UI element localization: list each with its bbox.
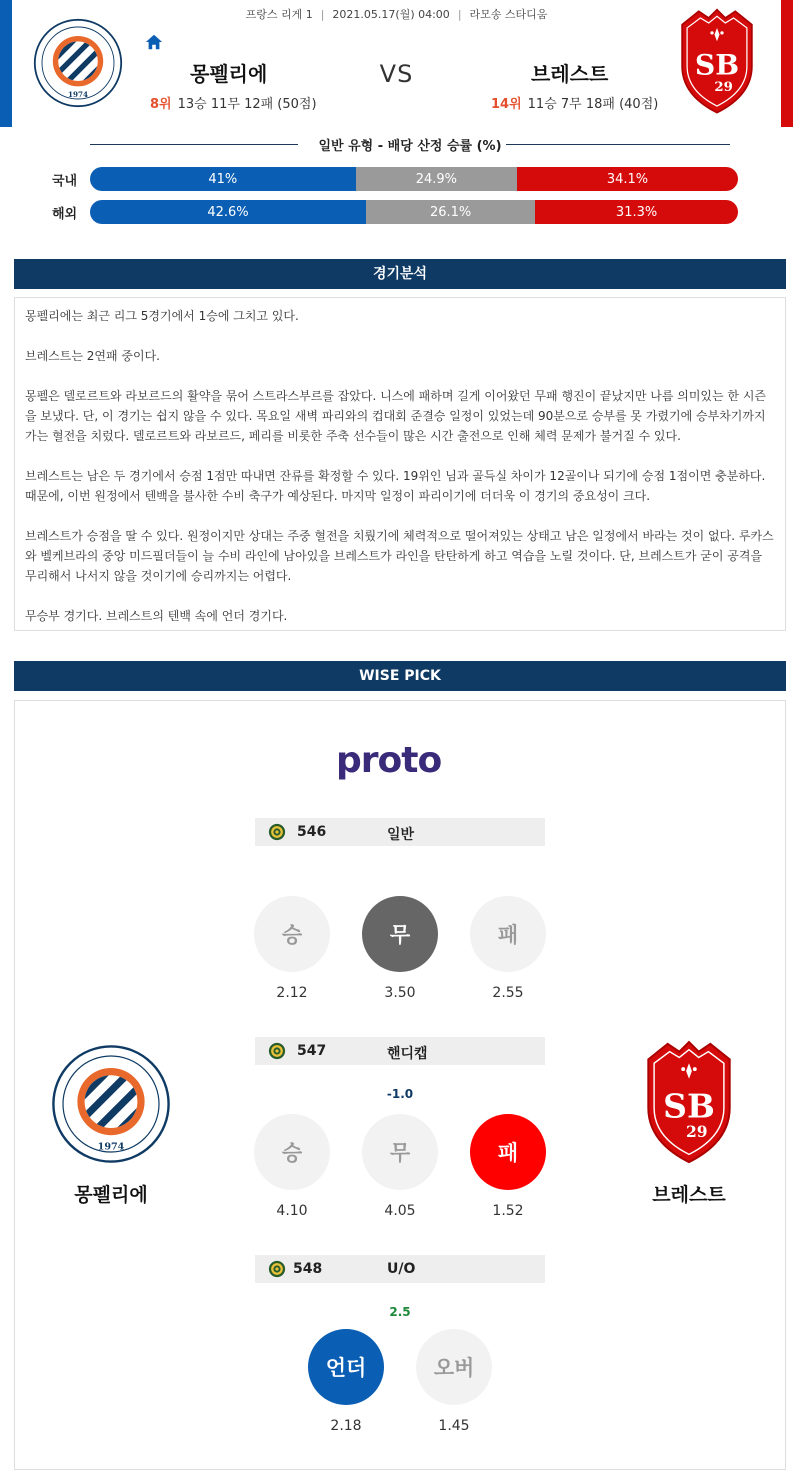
odds-title: 일반 유형 - 배당 산정 승률 (%): [318, 139, 502, 154]
lose-pct: 34.1%: [606, 171, 649, 187]
odds-row-domestic: [52, 167, 740, 191]
option-win[interactable]: 승: [254, 896, 330, 972]
odds-row-overseas: [52, 200, 740, 224]
option-lose-selected[interactable]: 패: [470, 1114, 546, 1190]
market-row-546: [255, 818, 545, 846]
odds-bar: [90, 167, 738, 191]
analysis-body: [14, 297, 786, 631]
market-type: 핸디캡: [387, 1046, 428, 1062]
lose-segment: [535, 200, 738, 224]
odds-row-label: 국내: [52, 174, 78, 189]
option-lose[interactable]: 패: [470, 896, 546, 972]
option-draw[interactable]: 무: [362, 1114, 438, 1190]
svg-text:SB: SB: [694, 47, 740, 82]
lose-segment: [517, 167, 738, 191]
match-header: [0, 0, 793, 127]
home-record: [150, 93, 317, 112]
option-odds: 2.55: [492, 985, 524, 1001]
option-under-selected[interactable]: 언더: [308, 1329, 384, 1405]
market-type: 일반: [387, 827, 415, 843]
option-odds: 3.50: [384, 985, 416, 1001]
uo-line-value: 2.5: [389, 1305, 411, 1319]
draw-segment: [356, 167, 517, 191]
odds-bar: [90, 200, 738, 224]
target-icon: [268, 1042, 286, 1060]
home-team-name: 몽펠리에: [190, 62, 268, 86]
win-pct: 42.6%: [207, 204, 249, 220]
match-datetime: 2021.05.17(월) 04:00: [332, 8, 450, 21]
away-team-logo: [675, 8, 759, 116]
svg-text:proto: proto: [336, 742, 442, 781]
svg-text:29: 29: [714, 80, 733, 96]
market-number: 546: [297, 824, 327, 840]
away-team-name-large: 브레스트: [652, 1184, 726, 1206]
away-record-text: 11승 7무 18패 (40점): [527, 97, 659, 112]
win-segment: [90, 167, 356, 191]
option-odds: 2.12: [276, 985, 308, 1001]
home-icon[interactable]: [145, 33, 163, 51]
analysis-paragraph: 브레스트가 승점을 딸 수 있다. 원정이지만 상대는 주중 혈전을 치뤘기에 체력적으로 떨어져있는 상태고 남은 일정에서 바라는 것이 없다. 루카스와 벨케브라의 중앙 미드필더들이 늘 수비 라인에 남아있을 브레스트가 라인을 탄탄하게 하고 역습을 노릴 것이다. 단, 브레스트가 굳이 공격을 무리해서 나서지 않을 것이기에 승리까지는 어렵다.: [25, 529, 774, 583]
target-icon: [268, 823, 286, 841]
proto-logo: [336, 742, 464, 782]
draw-pct: 26.1%: [429, 204, 472, 220]
analysis-paragraph: 브레스트는 남은 두 경기에서 승점 1점만 따내면 잔류를 확정할 수 있다. 19위인 님과 골득실 차이가 12골이나 되기에 승점 1점이면 충분하다. 때문에, 이번 원정에서 텐백을 불사한 수비 축구가 예상된다. 마지막 일정이 파리이기에 더더욱 이 경기의 중요성이 크다.: [25, 469, 766, 503]
draw-segment: [366, 200, 535, 224]
odds-title-row: [90, 135, 730, 153]
draw-pct: 24.9%: [415, 171, 457, 187]
home-record-text: 13승 11무 12패 (50점): [177, 97, 317, 112]
option-draw-selected[interactable]: 무: [362, 896, 438, 972]
svg-text:1974: 1974: [97, 1141, 125, 1153]
league-name: 프랑스 리게 1: [245, 8, 313, 21]
analysis-header: 경기분석: [14, 259, 786, 289]
analysis-paragraph: 몽펠리에는 최근 리그 5경기에서 1승에 그치고 있다.: [25, 309, 299, 323]
analysis-paragraph: 몽펠은 델로르트와 라보르드의 활약을 묶어 스트라스부르를 잡았다. 니스에 패하며 길게 이어왔던 무패 행진이 끝났지만 나름 의미있는 한 시즌을 보냈다. 단, 이 경기는 쉽지 않을 수 있다. 목요일 새벽 파리와의 컵대회 준결승 일정이 있었는데 90분으로 승부를 못 가렸기에 승부차기까지 가는 혈전을 치렀다. 델로르트와 라보르드, 페리를 비롯한 주축 선수들이 많은 시간 출전으로 인해 체력 문제가 불거질 수 있다.: [25, 389, 767, 443]
option-odds: 4.10: [276, 1203, 308, 1219]
market-row-548: [255, 1255, 545, 1283]
option-odds: 1.52: [492, 1203, 524, 1219]
analysis-paragraph: 무승부 경기다. 브레스트의 텐백 속에 언더 경기다.: [25, 609, 288, 623]
away-team-name: 브레스트: [531, 62, 609, 86]
handicap-value: -1.0: [386, 1087, 414, 1101]
market-row-547: [255, 1037, 545, 1065]
option-over[interactable]: 오버: [416, 1329, 492, 1405]
win-segment: [90, 200, 366, 224]
option-win[interactable]: 승: [254, 1114, 330, 1190]
market-type: U/O: [387, 1261, 416, 1277]
vs-label: VS: [379, 60, 414, 88]
venue-name: 라모송 스타디움: [469, 8, 548, 21]
match-meta: 프랑스 리게 1 | 2021.05.17(월) 04:00 | 라모송 스타디움: [245, 8, 548, 21]
home-rank: 8위: [150, 97, 172, 112]
option-odds: 2.18: [330, 1418, 362, 1434]
market-number: 548: [293, 1261, 323, 1277]
lose-pct: 31.3%: [615, 204, 658, 220]
svg-text:SB: SB: [663, 1086, 715, 1126]
wise-pick-header: WISE PICK: [14, 661, 786, 691]
svg-text:29: 29: [685, 1121, 708, 1141]
market-number: 547: [297, 1043, 327, 1059]
odds-row-label: 해외: [52, 207, 78, 222]
away-team-logo-large: [636, 1040, 742, 1166]
target-icon: [268, 1260, 286, 1278]
away-record: [491, 93, 658, 112]
away-rank: 14위: [491, 97, 522, 112]
home-team-name-large: 몽펠리에: [74, 1184, 148, 1206]
analysis-paragraph: 브레스트는 2연패 중이다.: [25, 349, 160, 363]
win-pct: 41%: [208, 171, 238, 187]
svg-text:1974: 1974: [67, 90, 89, 100]
home-team-logo-large: [51, 1044, 171, 1164]
option-odds: 4.05: [384, 1203, 416, 1219]
option-odds: 1.45: [438, 1418, 470, 1434]
